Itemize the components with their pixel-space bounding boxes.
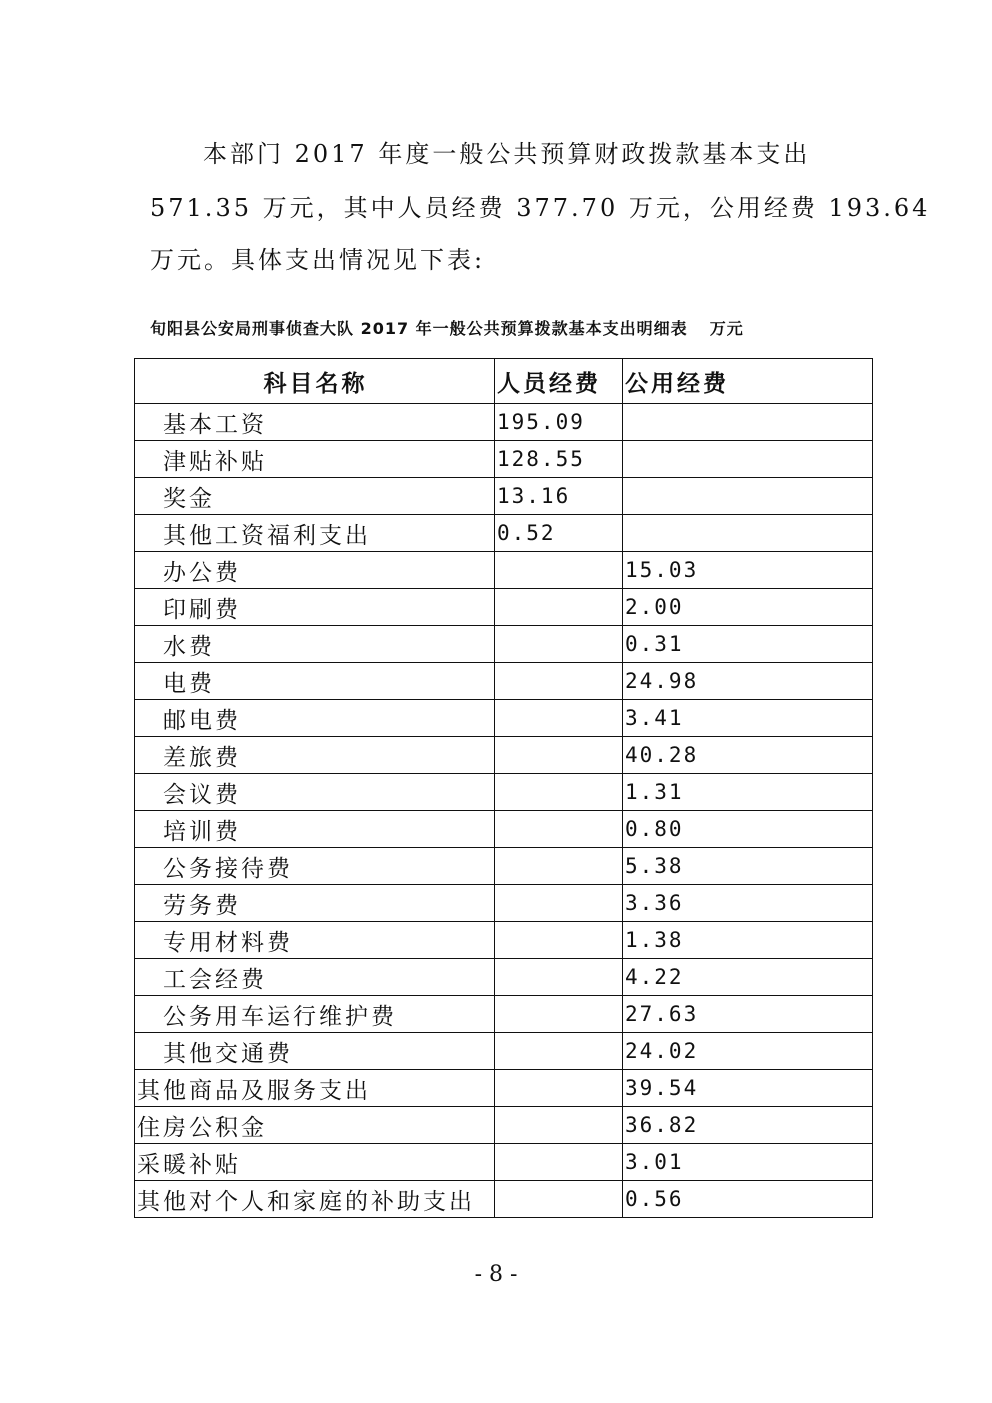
row-public-expense: 5.38: [623, 848, 873, 885]
intro-line-2: 571.35 万元，其中人员经费 377.70 万元，公用经费 193.64: [150, 194, 931, 222]
row-subject-name: 公务接待费: [135, 848, 495, 885]
row-public-expense: 3.41: [623, 700, 873, 737]
row-subject-name: 印刷费: [135, 589, 495, 626]
row-subject-name: 其他对个人和家庭的补助支出: [135, 1181, 495, 1218]
row-public-expense: 39.54: [623, 1070, 873, 1107]
row-public-expense: 0.80: [623, 811, 873, 848]
row-personnel-expense: [495, 589, 623, 626]
table-row: [135, 737, 873, 774]
table-row: [135, 626, 873, 663]
table-row: [135, 1107, 873, 1144]
table-row: [135, 996, 873, 1033]
expenditure-table: [134, 358, 873, 1218]
row-subject-name: 津贴补贴: [135, 441, 495, 478]
row-subject-name: 公务用车运行维护费: [135, 996, 495, 1033]
row-subject-name: 基本工资: [135, 404, 495, 441]
row-personnel-expense: [495, 922, 623, 959]
row-subject-name: 差旅费: [135, 737, 495, 774]
row-personnel-expense: [495, 1070, 623, 1107]
row-public-expense: [623, 404, 873, 441]
row-public-expense: 24.98: [623, 663, 873, 700]
row-personnel-expense: [495, 774, 623, 811]
header-personnel-expense: 人员经费: [495, 359, 623, 404]
row-subject-name: 采暖补贴: [135, 1144, 495, 1181]
row-subject-name: 奖金: [135, 478, 495, 515]
table-row: [135, 1144, 873, 1181]
row-public-expense: 4.22: [623, 959, 873, 996]
table-header-row: [135, 359, 873, 404]
row-public-expense: [623, 441, 873, 478]
table-row: [135, 552, 873, 589]
table-row: [135, 515, 873, 552]
row-subject-name: 劳务费: [135, 885, 495, 922]
row-public-expense: 0.56: [623, 1181, 873, 1218]
table-row: [135, 959, 873, 996]
row-public-expense: 24.02: [623, 1033, 873, 1070]
row-subject-name: 电费: [135, 663, 495, 700]
row-public-expense: 1.31: [623, 774, 873, 811]
row-personnel-expense: 0.52: [495, 515, 623, 552]
row-personnel-expense: [495, 1033, 623, 1070]
table-row: [135, 441, 873, 478]
table-row: [135, 811, 873, 848]
row-personnel-expense: [495, 1144, 623, 1181]
page-number: - 8 -: [474, 1262, 518, 1287]
header-subject-name: 科目名称: [135, 359, 495, 404]
row-personnel-expense: [495, 552, 623, 589]
table-row: [135, 1070, 873, 1107]
row-personnel-expense: [495, 811, 623, 848]
table-row: [135, 1181, 873, 1218]
row-personnel-expense: 195.09: [495, 404, 623, 441]
table-row: [135, 1033, 873, 1070]
row-personnel-expense: [495, 1107, 623, 1144]
row-subject-name: 其他商品及服务支出: [135, 1070, 495, 1107]
row-public-expense: 0.31: [623, 626, 873, 663]
row-subject-name: 水费: [135, 626, 495, 663]
table-unit: 万元: [709, 319, 744, 338]
row-public-expense: 36.82: [623, 1107, 873, 1144]
row-personnel-expense: [495, 737, 623, 774]
row-subject-name: 培训费: [135, 811, 495, 848]
row-subject-name: 其他交通费: [135, 1033, 495, 1070]
row-subject-name: 其他工资福利支出: [135, 515, 495, 552]
row-public-expense: 15.03: [623, 552, 873, 589]
row-subject-name: 住房公积金: [135, 1107, 495, 1144]
table-body: [135, 404, 873, 1218]
table-title: 旬阳县公安局刑事侦查大队 2017 年一般公共预算拨款基本支出明细表: [150, 319, 688, 338]
row-personnel-expense: [495, 996, 623, 1033]
table-row: [135, 663, 873, 700]
table-row: [135, 848, 873, 885]
row-personnel-expense: [495, 848, 623, 885]
row-subject-name: 邮电费: [135, 700, 495, 737]
row-personnel-expense: [495, 885, 623, 922]
table-row: [135, 478, 873, 515]
header-public-expense: 公用经费: [623, 359, 873, 404]
table-row: [135, 700, 873, 737]
table-row: [135, 404, 873, 441]
row-subject-name: 专用材料费: [135, 922, 495, 959]
table-row: [135, 922, 873, 959]
table-caption: [150, 316, 744, 339]
row-public-expense: 27.63: [623, 996, 873, 1033]
row-personnel-expense: [495, 700, 623, 737]
intro-line-1: 本部门 2017 年度一般公共预算财政拨款基本支出: [203, 140, 811, 168]
row-public-expense: 40.28: [623, 737, 873, 774]
row-subject-name: 办公费: [135, 552, 495, 589]
row-public-expense: [623, 515, 873, 552]
row-public-expense: 3.36: [623, 885, 873, 922]
table-row: [135, 589, 873, 626]
table-row: [135, 885, 873, 922]
row-public-expense: 1.38: [623, 922, 873, 959]
row-personnel-expense: [495, 626, 623, 663]
table-row: [135, 774, 873, 811]
intro-line-3: 万元。具体支出情况见下表:: [150, 246, 486, 274]
row-personnel-expense: 13.16: [495, 478, 623, 515]
row-subject-name: 会议费: [135, 774, 495, 811]
row-personnel-expense: [495, 959, 623, 996]
row-public-expense: [623, 478, 873, 515]
row-subject-name: 工会经费: [135, 959, 495, 996]
row-personnel-expense: [495, 663, 623, 700]
row-personnel-expense: [495, 1181, 623, 1218]
row-public-expense: 3.01: [623, 1144, 873, 1181]
row-public-expense: 2.00: [623, 589, 873, 626]
row-personnel-expense: 128.55: [495, 441, 623, 478]
